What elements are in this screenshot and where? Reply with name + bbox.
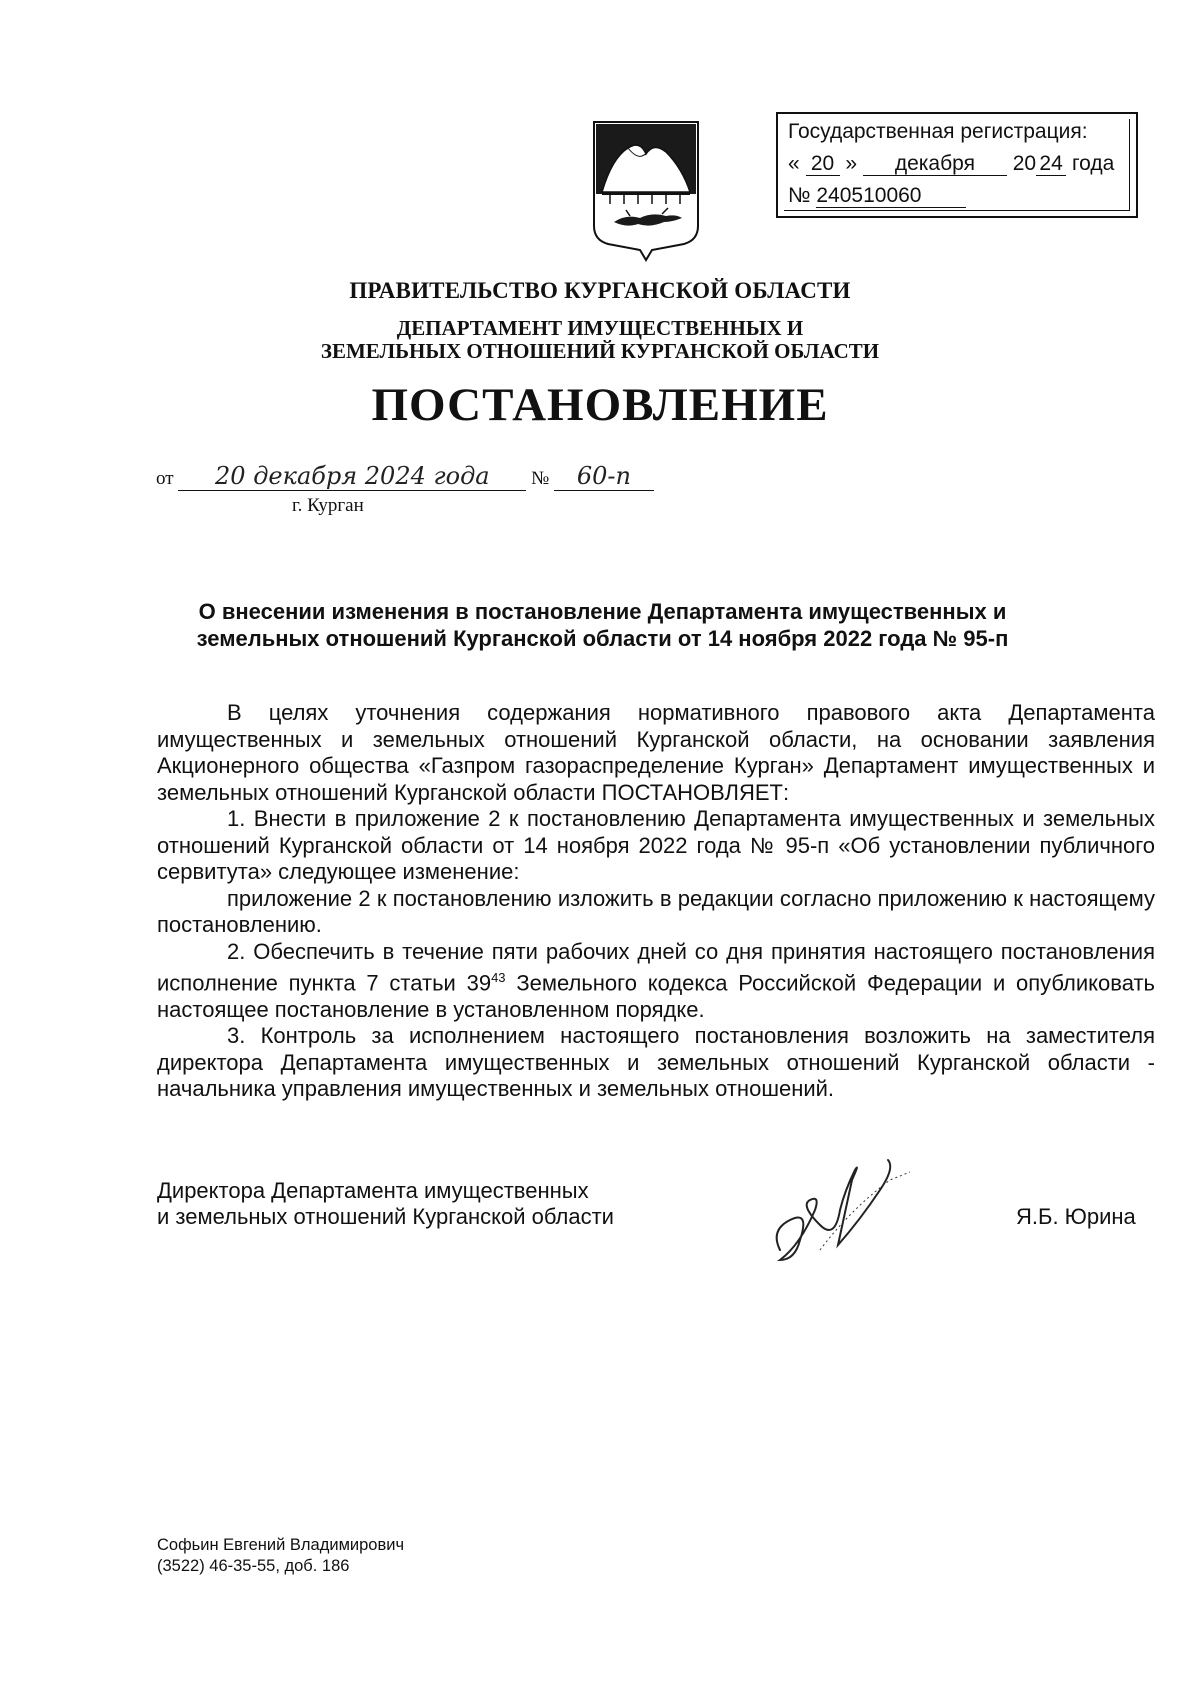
executor-info <box>157 1535 404 1577</box>
signatory-position <box>157 1178 614 1230</box>
registration-number-label: № <box>788 184 811 207</box>
document-title-line2: земельных отношений Курганской области от 14 ноября 2022 года № 95-п <box>196 626 1009 651</box>
body-paragraph-item2 <box>157 939 1155 1024</box>
registration-stamp <box>776 112 1138 218</box>
item2-text-before: 2. Обеспечить в течение пяти рабочих дней со дня принятия настоящего постановления исполнение пункта 7 статьи 39 <box>157 938 1155 996</box>
registration-year-word: года <box>1071 152 1115 175</box>
body-paragraph-preamble: В целях уточнения содержания нормативного правового акта Департамента имущественных и земельных отношений Курганской области, на основании заявления Акционерного общества «Газпром газораспределение Курган» Департамент имущественных и земельных отношений Курганской области ПОСТАНОВЛЯЕТ: <box>157 700 1155 805</box>
registration-date-line <box>788 152 1114 176</box>
item2-superscript: 43 <box>491 970 506 985</box>
date-number-line <box>156 462 654 491</box>
item2-text-after: Земельного кодекса Российской Федерации и опубликовать настоящее постановление в установленном порядке. <box>157 970 1155 1022</box>
signatory-position-line1: Директора Департамента имущественных <box>157 1178 589 1203</box>
government-heading: ПРАВИТЕЛЬСТВО КУРГАНСКОЙ ОБЛАСТИ <box>349 278 851 303</box>
coat-of-arms-icon <box>590 118 702 263</box>
registration-month: декабря <box>863 153 1007 176</box>
handwritten-signature <box>760 1150 950 1270</box>
document-type-heading: ПОСТАНОВЛЕНИЕ <box>371 379 829 431</box>
number-handwritten: 60-п <box>576 462 631 490</box>
body-paragraph-item3: 3. Контроль за исполнением настоящего постановления возложить на заместителя директора Департамента имущественных и земельных отношений Курганской области - начальника управления имущественных и земельных отношений. <box>157 1023 1155 1102</box>
number-field <box>554 462 654 491</box>
document-title-line1: О внесении изменения в постановление Департамента имущественных и <box>198 599 1007 624</box>
executor-phone: (3522) 46-35-55, доб. 186 <box>157 1557 350 1575</box>
registration-year-suffix: 24 <box>1036 153 1066 176</box>
date-from-label: от <box>156 468 174 489</box>
registration-day: 20 <box>806 153 840 176</box>
city-label: г. Курган <box>292 495 364 516</box>
document-title <box>140 598 1065 652</box>
registration-year-prefix: 20 <box>1012 152 1037 175</box>
number-label: № <box>531 468 550 489</box>
registration-day-close: » <box>845 152 858 175</box>
signatory-name: Я.Б. Юрина <box>1016 1204 1136 1229</box>
registration-day-open: « <box>788 152 800 175</box>
department-heading-line2: ЗЕМЕЛЬНЫХ ОТНОШЕНИЙ КУРГАНСКОЙ ОБЛАСТИ <box>320 339 880 363</box>
registration-number: 240510060 <box>816 185 966 208</box>
date-handwritten: 20 декабря 2024 года <box>215 462 490 490</box>
date-field <box>178 462 526 491</box>
registration-label: Государственная регистрация: <box>788 120 1088 143</box>
signatory-position-line2: и земельных отношений Курганской области <box>157 1204 614 1229</box>
body-paragraph-item1: 1. Внести в приложение 2 к постановлению Департамента имущественных и земельных отношений Курганской области от 14 ноября 2022 года № 95-п «Об установлении публичного сервитута» следующее изменение: <box>157 806 1155 884</box>
department-heading <box>0 317 1200 363</box>
body-paragraph-item1-content: приложение 2 к постановлению изложить в редакции согласно приложению к настоящему постановлению. <box>157 885 1155 937</box>
department-heading-line1: ДЕПАРТАМЕНТ ИМУЩЕСТВЕННЫХ И <box>396 316 804 340</box>
executor-name: Софьин Евгений Владимирович <box>157 1536 405 1554</box>
registration-number-line <box>788 184 966 208</box>
document-body <box>157 700 1155 1103</box>
